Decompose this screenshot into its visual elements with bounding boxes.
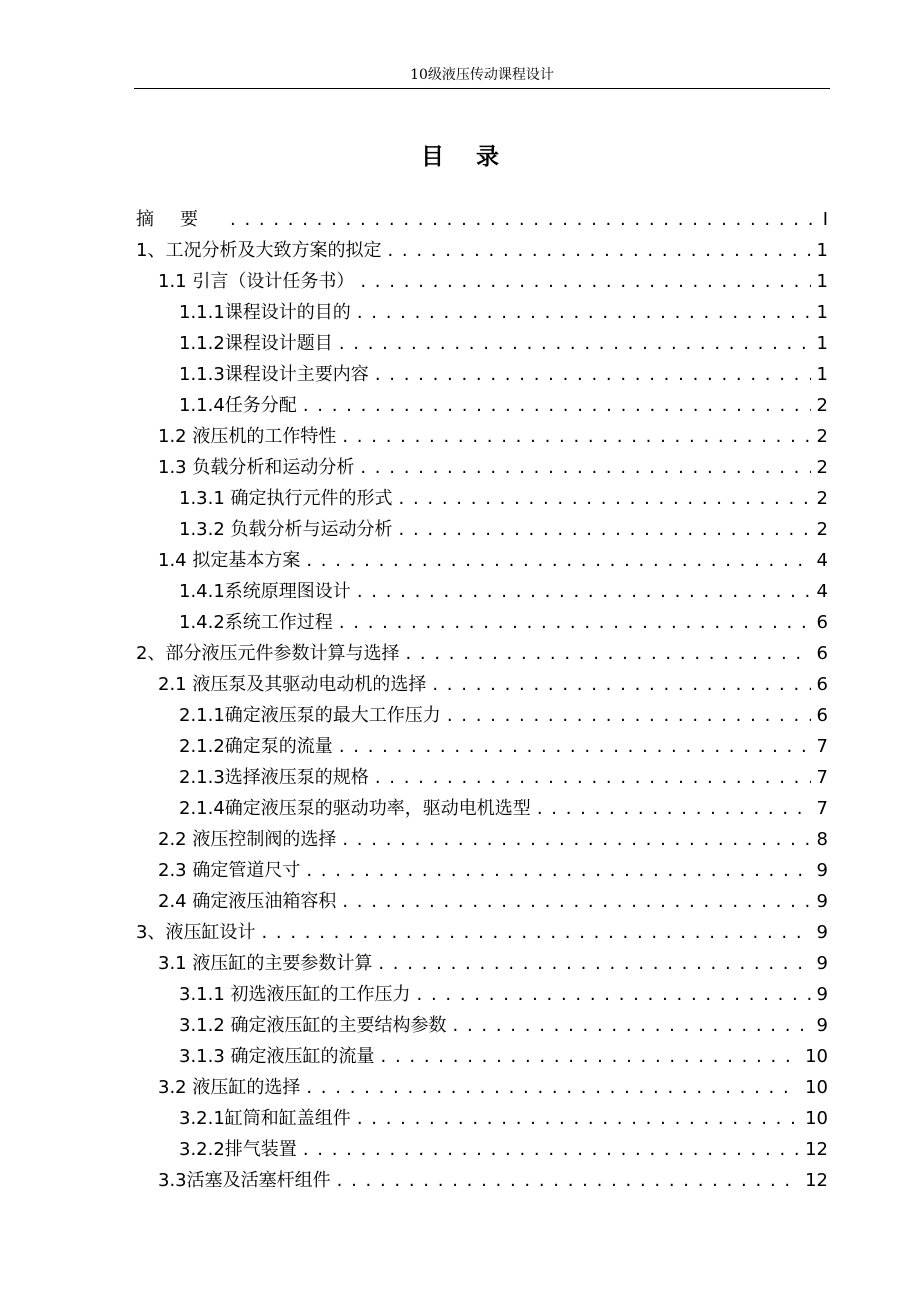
toc-entry-label: 2、部分液压元件参数计算与选择 <box>136 638 405 669</box>
toc-dot-leader <box>261 917 810 948</box>
toc-entry-page-number: 9 <box>811 979 828 1010</box>
toc-dot-leader <box>357 1103 799 1134</box>
toc-entry-label: 1.1 引言（设计任务书） <box>158 266 360 297</box>
toc-entry-label: 3、液压缸设计 <box>136 917 261 948</box>
toc-entry-label: 1.3 负载分析和运动分析 <box>158 452 360 483</box>
toc-entry-page-number: 8 <box>811 824 828 855</box>
toc-entry[interactable] <box>136 235 828 266</box>
toc-dot-leader <box>339 731 811 762</box>
toc-dot-leader <box>342 421 810 452</box>
toc-entry-page-number: 4 <box>811 545 828 576</box>
toc-entry[interactable] <box>136 948 828 979</box>
toc-dot-leader <box>360 452 810 483</box>
toc-entry-page-number: 9 <box>811 886 828 917</box>
toc-entry-page-number: 1 <box>811 235 828 266</box>
toc-dot-leader <box>360 266 810 297</box>
toc-entry[interactable] <box>136 979 828 1010</box>
toc-entry-label: 1.2 液压机的工作特性 <box>158 421 342 452</box>
toc-entry[interactable] <box>136 266 828 297</box>
toc-dot-leader <box>303 390 811 421</box>
toc-entry[interactable] <box>136 390 828 421</box>
toc-entry-label: 1、工况分析及大致方案的拟定 <box>136 235 387 266</box>
toc-entry-label: 3.3活塞及活塞杆组件 <box>158 1165 337 1196</box>
toc-entry-page-number: 9 <box>811 948 828 979</box>
toc-entry-label: 1.1.2课程设计题目 <box>179 328 339 359</box>
toc-entry[interactable] <box>136 514 828 545</box>
toc-dot-leader <box>453 1010 811 1041</box>
toc-entry-label: 2.1.2确定泵的流量 <box>179 731 339 762</box>
toc-dot-leader <box>357 576 811 607</box>
toc-entry-label: 摘要 <box>136 204 230 235</box>
toc-entry[interactable] <box>136 917 828 948</box>
toc-entry-label: 1.4 拟定基本方案 <box>158 545 306 576</box>
toc-dot-leader <box>342 886 810 917</box>
toc-entry-label: 1.3.1 确定执行元件的形式 <box>179 483 399 514</box>
toc-entry-label: 3.2.1缸筒和缸盖组件 <box>179 1103 357 1134</box>
toc-entry[interactable] <box>136 762 828 793</box>
toc-entry[interactable] <box>136 1072 828 1103</box>
toc-dot-leader <box>399 514 811 545</box>
toc-entry-label: 1.1.1课程设计的目的 <box>179 297 357 328</box>
toc-entry-label: 3.1.1 初选液压缸的工作压力 <box>179 979 417 1010</box>
toc-entry-label: 1.1.3课程设计主要内容 <box>179 359 375 390</box>
toc-entry-page-number: 2 <box>811 514 828 545</box>
toc-dot-leader <box>303 1134 799 1165</box>
toc-dot-leader <box>378 948 810 979</box>
toc-entry-page-number: 1 <box>811 297 828 328</box>
toc-dot-leader <box>306 855 810 886</box>
toc-entry-label: 2.1.4确定液压泵的驱动功率，驱动电机选型 <box>179 793 537 824</box>
toc-entry-page-number: 7 <box>811 762 828 793</box>
toc-entry[interactable] <box>136 638 828 669</box>
toc-entry-page-number: 9 <box>811 1010 828 1041</box>
toc-dot-leader <box>337 1165 799 1196</box>
toc-entry-page-number: 4 <box>811 576 828 607</box>
toc-dot-leader <box>230 204 812 235</box>
toc-entry-label: 1.4.2系统工作过程 <box>179 607 339 638</box>
toc-entry-page-number: 12 <box>799 1134 828 1165</box>
toc-entry-page-number: I <box>812 204 828 235</box>
toc-entry-page-number: 2 <box>811 390 828 421</box>
toc-entry-page-number: 1 <box>811 266 828 297</box>
toc-dot-leader <box>381 1041 800 1072</box>
toc-entry[interactable] <box>136 328 828 359</box>
toc-entry[interactable] <box>136 297 828 328</box>
toc-entry[interactable] <box>136 607 828 638</box>
toc-entry-page-number: 6 <box>811 607 828 638</box>
toc-entry-label: 2.4 确定液压油箱容积 <box>158 886 342 917</box>
toc-entry-label: 2.2 液压控制阀的选择 <box>158 824 342 855</box>
toc-entry[interactable] <box>136 793 828 824</box>
toc-entry[interactable] <box>136 452 828 483</box>
toc-entry[interactable] <box>136 421 828 452</box>
toc-dot-leader <box>342 824 810 855</box>
toc-entry-label: 2.1.1确定液压泵的最大工作压力 <box>179 700 447 731</box>
toc-entry-label: 3.1 液压缸的主要参数计算 <box>158 948 378 979</box>
toc-entry-page-number: 6 <box>811 669 828 700</box>
toc-entry-page-number: 2 <box>811 452 828 483</box>
toc-entry[interactable] <box>136 359 828 390</box>
toc-entry[interactable] <box>136 824 828 855</box>
page-title: 目录 <box>421 144 531 170</box>
toc-dot-leader <box>306 1072 799 1103</box>
toc-entry-page-number: 7 <box>811 731 828 762</box>
toc-entry[interactable] <box>136 669 828 700</box>
toc-entry[interactable] <box>136 483 828 514</box>
toc-dot-leader <box>537 793 811 824</box>
toc-entry[interactable] <box>136 1134 828 1165</box>
table-of-contents <box>136 204 828 1196</box>
toc-dot-leader <box>375 359 811 390</box>
toc-entry-page-number: 10 <box>799 1041 828 1072</box>
toc-dot-leader <box>405 638 810 669</box>
toc-entry-label: 3.1.2 确定液压缸的主要结构参数 <box>179 1010 453 1041</box>
toc-entry-label: 2.1.3选择液压泵的规格 <box>179 762 375 793</box>
toc-dot-leader <box>306 545 810 576</box>
toc-dot-leader <box>339 328 811 359</box>
toc-dot-leader <box>399 483 811 514</box>
toc-entry-page-number: 10 <box>799 1103 828 1134</box>
toc-entry-page-number: 2 <box>811 483 828 514</box>
toc-entry-page-number: 9 <box>811 917 828 948</box>
toc-entry[interactable] <box>136 855 828 886</box>
toc-dot-leader <box>417 979 811 1010</box>
toc-dot-leader <box>375 762 811 793</box>
toc-entry[interactable] <box>136 1041 828 1072</box>
toc-entry-page-number: 1 <box>811 359 828 390</box>
toc-entry-label: 1.1.4任务分配 <box>179 390 303 421</box>
toc-dot-leader <box>339 607 811 638</box>
toc-entry-page-number: 6 <box>811 700 828 731</box>
toc-entry[interactable] <box>136 204 828 235</box>
toc-entry-label: 3.2 液压缸的选择 <box>158 1072 306 1103</box>
toc-entry-page-number: 7 <box>811 793 828 824</box>
toc-entry-label: 3.1.3 确定液压缸的流量 <box>179 1041 381 1072</box>
toc-entry-label: 2.1 液压泵及其驱动电动机的选择 <box>158 669 432 700</box>
toc-entry-label: 1.3.2 负载分析与运动分析 <box>179 514 399 545</box>
toc-entry[interactable] <box>136 886 828 917</box>
toc-entry-page-number: 2 <box>811 421 828 452</box>
toc-dot-leader <box>357 297 811 328</box>
toc-entry[interactable] <box>136 545 828 576</box>
toc-dot-leader <box>432 669 810 700</box>
page-header: 10级液压传动课程设计 <box>134 62 830 89</box>
toc-entry-page-number: 6 <box>811 638 828 669</box>
toc-dot-leader <box>447 700 811 731</box>
toc-entry-page-number: 10 <box>799 1072 828 1103</box>
toc-entry-label: 1.4.1系统原理图设计 <box>179 576 357 607</box>
toc-entry[interactable] <box>136 576 828 607</box>
toc-entry[interactable] <box>136 1010 828 1041</box>
toc-entry-label: 3.2.2排气装置 <box>179 1134 303 1165</box>
toc-entry[interactable] <box>136 731 828 762</box>
toc-entry-page-number: 12 <box>799 1165 828 1196</box>
toc-entry[interactable] <box>136 1103 828 1134</box>
toc-entry-label: 2.3 确定管道尺寸 <box>158 855 306 886</box>
toc-entry-page-number: 1 <box>811 328 828 359</box>
toc-dot-leader <box>387 235 810 266</box>
toc-entry-page-number: 9 <box>811 855 828 886</box>
toc-entry[interactable] <box>136 700 828 731</box>
toc-entry[interactable] <box>136 1165 828 1196</box>
